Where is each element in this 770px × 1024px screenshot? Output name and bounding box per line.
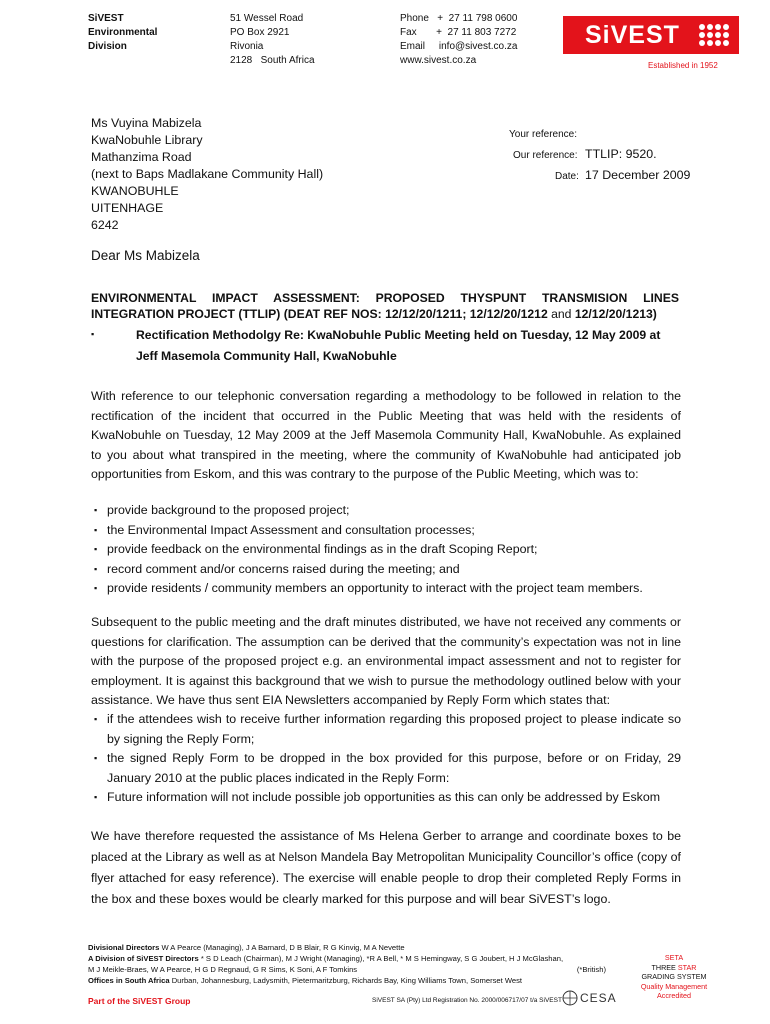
footer-group: Part of the SiVEST Group xyxy=(88,996,191,1006)
list-item: ▪ provide feedback on the environmental findings as in the draft Scoping Report; xyxy=(91,540,681,560)
subject-heading: ENVIRONMENTAL IMPACT ASSESSMENT: PROPOSED THYSPUNT TRANSMISION LINES INTEGRATION PROJECT (TTLIP) (DEAT REF NOS: 12/12/20/1211; 12/12/20/1212 and 12/12/20/1213) xyxy=(91,291,679,321)
our-reference-value: TTLIP: 9520. xyxy=(585,147,657,161)
bullet-icon: ▪ xyxy=(94,753,98,763)
list-item: ▪ Future information will not include possible job opportunities as this can only be addressed by Eskom xyxy=(91,788,681,808)
org-address: 51 Wessel Road PO Box 2921 Rivonia 2128 South Africa xyxy=(230,13,315,66)
list-item: ▪ provide residents / community members an opportunity to interact with the project team members. xyxy=(91,579,681,599)
our-reference-label: Our reference: xyxy=(513,150,578,161)
org-contact: Phone + 27 11 798 0600 Fax + 27 11 803 7272 Email info@sivest.co.za www.sivest.co.za xyxy=(400,13,518,66)
established-note: Established in 1952 xyxy=(648,61,718,70)
subject-subline: Rectification Methodolgy Re: KwaNobuhle Public Meeting held on Tuesday, 12 May 2009 at Jeff Masemola Community Hall, KwaNobuhle xyxy=(136,328,661,363)
recipient-address: Ms Vuyina Mabizela KwaNobuhle Library Mathanzima Road (next to Baps Madlakane Community Hall) KWANOBUHLE UITENHAGE 6242 xyxy=(91,116,324,232)
paragraph-boxes: We have therefore requested the assistance of Ms Helena Gerber to arrange and coordinate boxes to be placed at the Library as well as at Nelson Mandela Bay Metropolitan Municipality Councillor’s office (copy of flyer attached for easy reference). The exercise will enable people to drop their completed Reply Forms in the box and these boxes would be clearly marked for this purpose and will bear SiVEST’s logo. xyxy=(91,829,681,906)
salutation: Dear Ms Mabizela xyxy=(91,248,200,263)
bullet-icon: ▪ xyxy=(94,563,98,574)
list-item: ▪ record comment and/or concerns raised during the meeting; and xyxy=(91,560,681,580)
date-value: 17 December 2009 xyxy=(585,168,691,182)
your-reference-label: Your reference: xyxy=(509,129,578,140)
meeting-purpose-list xyxy=(91,501,681,599)
org-name: SiVEST Environmental Division xyxy=(88,13,158,52)
reply-form-list xyxy=(91,710,681,808)
footer-directors: Divisional Directors W A Pearce (Managing), J A Barnard, D B Blair, R G Kinvig, M A Nevette A Division of SiVEST Directors * S D Leach (Chairman), M J Wright (Managing), *R A Bell, * M S Hemingway, S G Joubert, H J McGlashan, M J Meikle-Braes, W A Pearce, H G D Regnaud, G R Sims, K Soni, A F Tomkins (*British) Offices in South Africa Durban, Johannesburg, Ladysmith, Pietermaritzburg, Richards Bay, King Williams Town, Somerset West xyxy=(88,943,606,985)
footer-registration: SiVEST SA (Pty) Ltd Registration No. 2000/006717/07 t/a SiVEST xyxy=(372,997,562,1004)
bullet-icon: ▪ xyxy=(94,505,98,515)
logo-dots-icon xyxy=(689,24,729,46)
cesa-logo: CESA xyxy=(562,990,617,1006)
paragraph-methodology: Subsequent to the public meeting and the draft minutes distributed, we have not received any comments or questions for clarification. The assumption can be derived that the community’s expectation was not in line with the purpose of the proposed project e.g. an environmental impact assessment and not to register for employment. It is against this background that we wish to pursue the methodology outlined below with your assistance. We have thus sent EIA Newsletters accompanied by Reply Form which states that: xyxy=(91,615,681,707)
cesa-logo-icon xyxy=(562,990,578,1006)
bullet-icon: ▪ xyxy=(94,583,98,593)
bullet-icon: ▪ xyxy=(94,714,98,724)
list-item: ▪ if the attendees wish to receive further information regarding this proposed project to please indicate so by signing the Reply Form; xyxy=(94,712,681,746)
subject-bullet-icon: ▪ xyxy=(91,329,95,339)
list-item: ▪ provide background to the proposed project; xyxy=(91,501,681,521)
seta-grading: SETA THREE STAR GRADING SYSTEM Quality Management Accredited xyxy=(640,953,708,1000)
list-item: ▪ the Environmental Impact Assessment and consultation processes; xyxy=(91,521,681,541)
date-label: Date: xyxy=(555,171,579,182)
sivest-logo: SiVEST xyxy=(563,16,739,54)
bullet-icon: ▪ xyxy=(94,544,98,554)
bullet-icon: ▪ xyxy=(94,792,98,802)
paragraph-intro: With reference to our telephonic conversation regarding a methodology to be followed in relation to the rectification of the incident that occurred in the Public Meeting that was held with the residents of KwaNobuhle on Tuesday, 12 May 2009 at the Jeff Masemola Community Hall, KwaNobuhle. As explained to you about what transpired in the meeting, where the community of KwaNobuhle had anticipated job opportunities from Eskom, and this was contrary to the purpose of the Public Meeting, which was to: xyxy=(91,389,681,481)
bullet-icon: ▪ xyxy=(94,524,98,535)
list-item: ▪ the signed Reply Form to be dropped in the box provided for this purpose, before or on Friday, 29 January 2010 at the public places indicated in the Reply Form: xyxy=(94,751,681,785)
